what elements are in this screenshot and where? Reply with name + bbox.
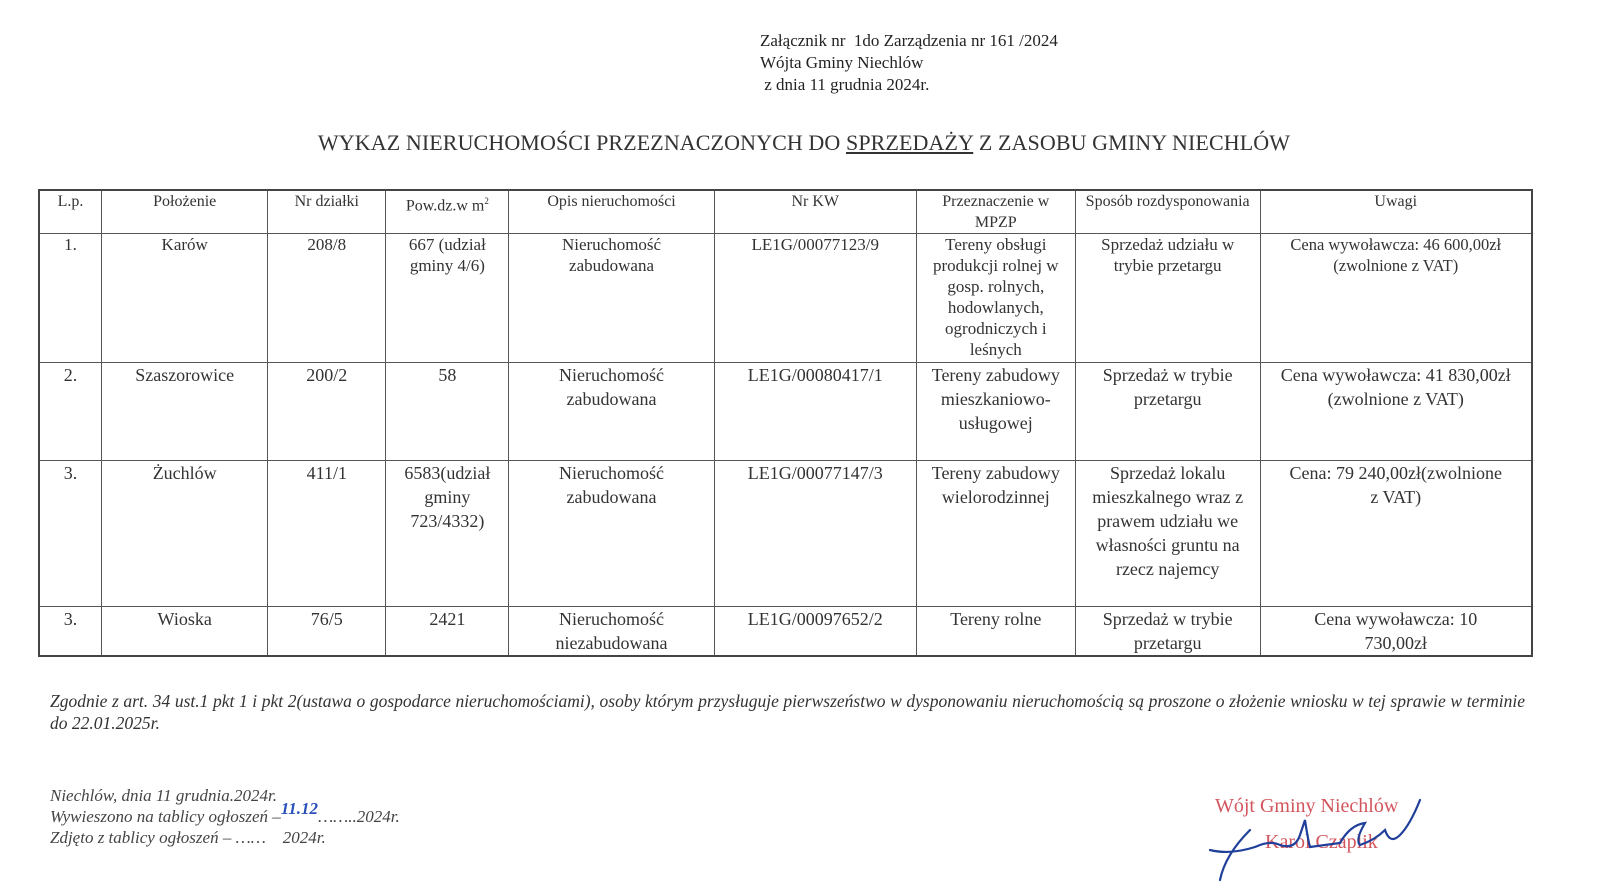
cell-sposob: Sprzedaż w trybie przetargu <box>1075 607 1260 657</box>
stamp-title: Wójt Gminy Niechlów <box>1215 795 1399 817</box>
removed-line: Zdjęto z tablicy ogłoszeń – …… 2024r. <box>50 828 326 847</box>
cell-polozenie: Szaszorowice <box>102 363 268 461</box>
header-nr-kw: Nr KW <box>714 190 916 234</box>
cell-przeznaczenie: Tereny obsługi produkcji rolnej w gosp. rolnych, hodowlanych, ogrodniczych i leśnych <box>916 234 1075 363</box>
cell-przeznaczenie: Tereny rolne <box>916 607 1075 657</box>
cell-sposob: Sprzedaż udziału w trybie przetargu <box>1075 234 1260 363</box>
cell-nr-kw: LE1G/00080417/1 <box>714 363 916 461</box>
posted-prefix: Wywieszono na tablicy ogłoszeń – <box>50 807 281 826</box>
cell-opis: Nieruchomość zabudowana <box>509 461 714 607</box>
cell-sposob: Sprzedaż w trybie przetargu <box>1075 363 1260 461</box>
header-pow-label: Pow.dz.w m <box>405 197 485 215</box>
cell-uwagi: Cena wywoławcza: 10 730,00zł <box>1260 607 1532 657</box>
table-row <box>39 461 1532 607</box>
cell-nr-kw: LE1G/00077147/3 <box>714 461 916 607</box>
header-line-2: Wójta Gminy Niechlów <box>760 53 924 72</box>
title-underlined: SPRZEDAŻY <box>846 130 974 155</box>
table-row <box>39 607 1532 657</box>
posting-footer <box>50 785 400 848</box>
cell-przeznaczenie: Tereny zabudowy wielorodzinnej <box>916 461 1075 607</box>
posted-line <box>50 799 400 827</box>
cell-pow: 6583(udział gminy 723/4332) <box>386 461 509 607</box>
cell-pow: 58 <box>386 363 509 461</box>
table-row <box>39 234 1532 363</box>
table-row <box>39 363 1532 461</box>
mayor-stamp <box>1215 795 1455 885</box>
header-uwagi: Uwagi <box>1260 190 1532 234</box>
title-part-1: WYKAZ NIERUCHOMOŚCI PRZEZNACZONYCH DO <box>317 130 847 155</box>
header-sposob: Sposób rozdysponowania <box>1075 190 1260 234</box>
header-line-1: Załącznik nr 1do Zarządzenia nr 161 /2024 <box>760 31 1058 50</box>
cell-uwagi: Cena: 79 240,00zł(zwolnione z VAT) <box>1260 461 1532 607</box>
table-header-row <box>39 190 1532 234</box>
posted-handwritten-date: 11.12 <box>280 799 319 818</box>
cell-lp: 3. <box>39 607 102 657</box>
property-table <box>38 189 1533 657</box>
cell-opis: Nieruchomość niezabudowana <box>509 607 714 657</box>
document-title <box>0 130 1608 156</box>
cell-sposob: Sprzedaż lokalu mieszkalnego wraz z prawem udziału we własności gruntu na rzecz najemcy <box>1075 461 1260 607</box>
cell-nr-dzialki: 200/2 <box>268 363 386 461</box>
cell-nr-kw: LE1G/00077123/9 <box>714 234 916 363</box>
cell-lp: 1. <box>39 234 102 363</box>
cell-nr-dzialki: 76/5 <box>268 607 386 657</box>
place-date: Niechlów, dnia 11 grudnia.2024r. <box>50 786 277 805</box>
signature-icon <box>1200 795 1440 885</box>
title-part-2: Z ZASOBU GMINY NIECHLÓW <box>973 130 1291 155</box>
cell-nr-kw: LE1G/00097652/2 <box>714 607 916 657</box>
header-przeznaczenie: Przeznaczenie w MPZP <box>916 190 1075 234</box>
stamp-name: Karol Czaplik <box>1265 831 1378 853</box>
cell-polozenie: Karów <box>102 234 268 363</box>
header-opis: Opis nieruchomości <box>509 190 714 234</box>
posted-suffix: ……..2024r. <box>318 807 400 826</box>
cell-opis: Nieruchomość zabudowana <box>509 363 714 461</box>
header-lp: L.p. <box>39 190 102 234</box>
cell-lp: 2. <box>39 363 102 461</box>
cell-opis: Nieruchomość zabudowana <box>509 234 714 363</box>
cell-uwagi: Cena wywoławcza: 41 830,00zł (zwolnione z VAT) <box>1260 363 1532 461</box>
cell-przeznaczenie: Tereny zabudowy mieszkaniowo-usługowej <box>916 363 1075 461</box>
cell-pow: 667 (udział gminy 4/6) <box>386 234 509 363</box>
cell-nr-dzialki: 411/1 <box>268 461 386 607</box>
cell-pow: 2421 <box>386 607 509 657</box>
header-pow-sup: 2 <box>484 196 489 206</box>
attachment-header <box>760 30 1058 96</box>
cell-nr-dzialki: 208/8 <box>268 234 386 363</box>
header-polozenie: Położenie <box>102 190 268 234</box>
cell-uwagi: Cena wywoławcza: 46 600,00zł (zwolnione z VAT) <box>1260 234 1532 363</box>
header-line-3: z dnia 11 grudnia 2024r. <box>760 75 930 94</box>
header-nr-dzialki: Nr działki <box>268 190 386 234</box>
cell-polozenie: Wioska <box>102 607 268 657</box>
cell-polozenie: Żuchlów <box>102 461 268 607</box>
priority-notice: Zgodnie z art. 34 ust.1 pkt 1 i pkt 2(ustawa o gospodarce nieruchomościami), osoby którym przysługuje pierwszeństwo w dysponowaniu nieruchomością są proszone o złożenie wniosku w tej sprawie w terminie do 22.01.2025r. <box>50 691 1525 733</box>
cell-lp: 3. <box>39 461 102 607</box>
header-pow <box>386 190 509 234</box>
